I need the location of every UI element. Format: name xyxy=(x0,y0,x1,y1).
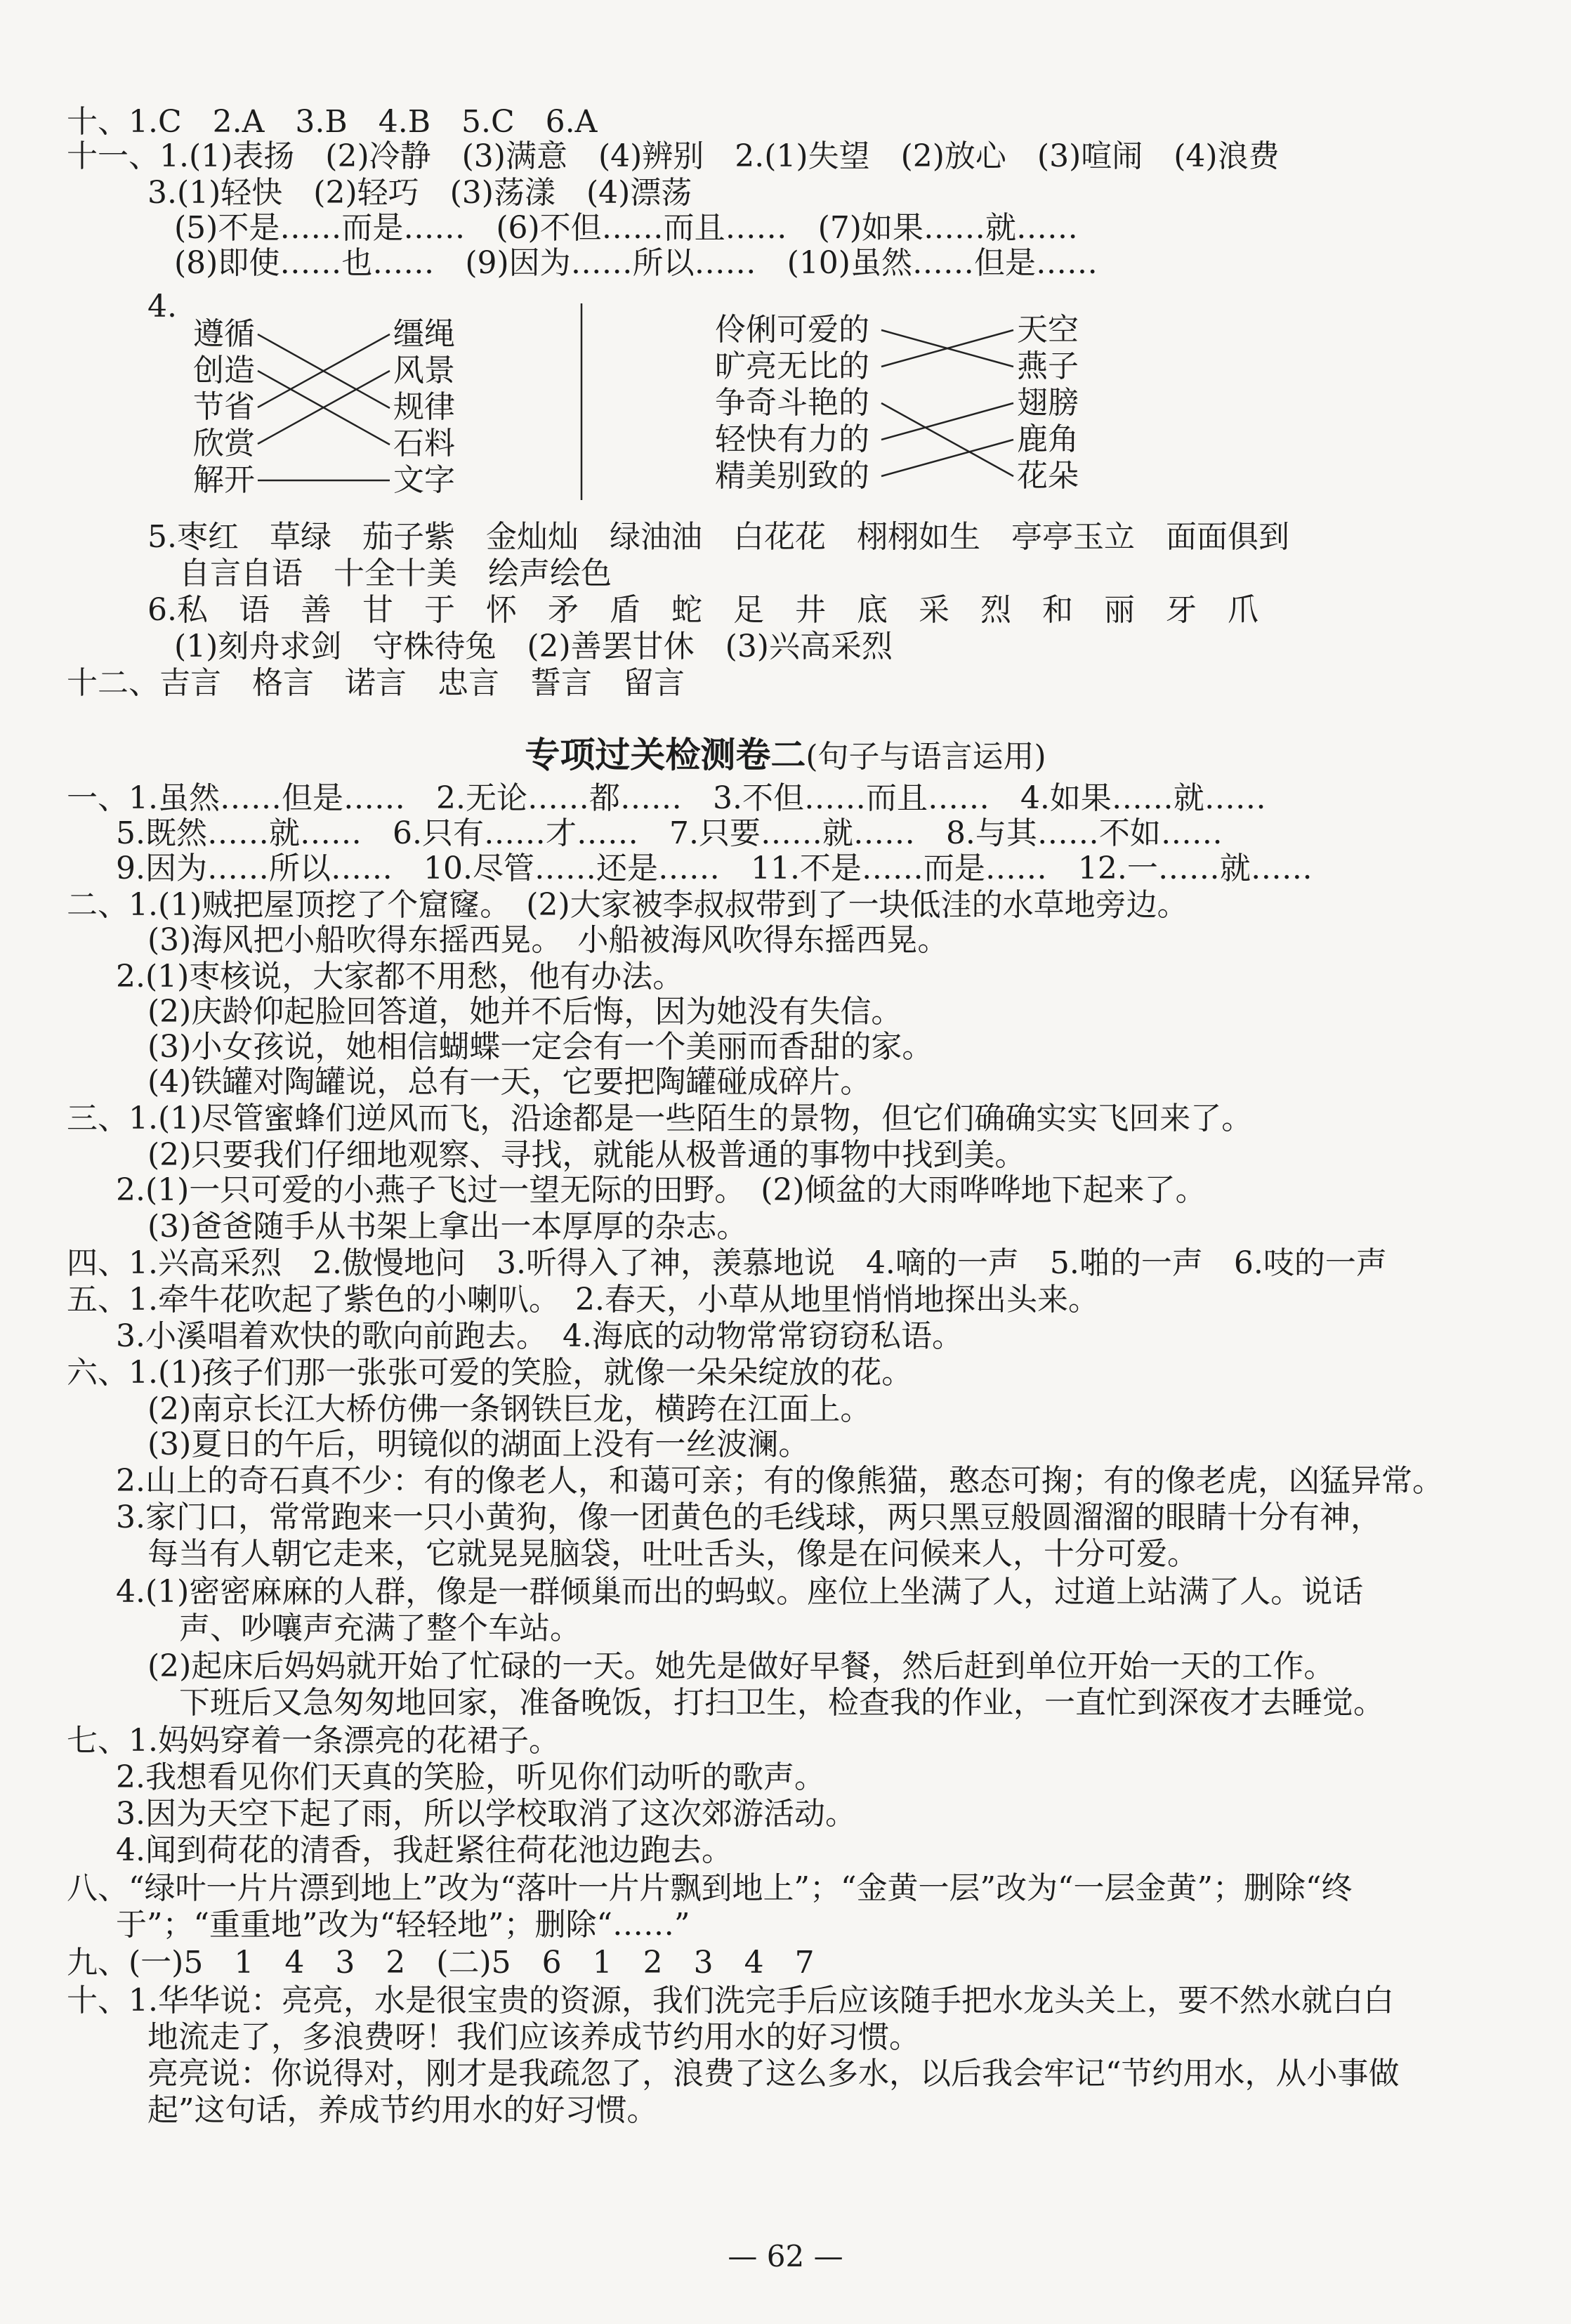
match-right-b: 天空 xyxy=(1017,312,1079,348)
answer-line: 十、1.华华说：亮亮，水是很宝贵的资源，我们洗完手后应该随手把水龙头关上，要不然水就白白 xyxy=(67,1983,1394,2018)
match-left-a: 解开 xyxy=(193,462,255,498)
answer-line: 六、1.(1)孩子们那一张张可爱的笑脸，就像一朵朵绽放的花。 xyxy=(67,1355,913,1391)
match-left-a: 节省 xyxy=(193,389,255,425)
answer-line: 3.家门口，常常跑来一只小黄狗，像一团黄色的毛线球，两只黑豆般圆溜溜的眼睛十分有神， xyxy=(116,1499,1381,1535)
answer-line: 于”；“重重地”改为“轻轻地”；删除“……” xyxy=(116,1907,690,1943)
match-line xyxy=(881,440,1013,476)
section-title xyxy=(0,734,1571,778)
answer-line: 4. xyxy=(147,289,177,324)
match-left-b: 伶俐可爱的 xyxy=(715,312,869,348)
answer-line: 四、1.兴高采烈 2.傲慢地问 3.听得入了神，羡慕地说 4.嘀的一声 5.啪的一声 6.吱的一声 xyxy=(67,1245,1387,1281)
match-right-b: 燕子 xyxy=(1017,348,1079,384)
answer-line: (2)庆龄仰起脸回答道，她并不后悔，因为她没有失信。 xyxy=(147,994,902,1030)
answer-line: (2)只要我们仔细地观察、寻找，就能从极普通的事物中找到美。 xyxy=(147,1137,1026,1173)
answer-line: 6.私 语 善 甘 于 怀 矛 盾 蛇 足 井 底 采 烈 和 丽 牙 爪 xyxy=(147,592,1258,628)
answer-line: 4.(1)密密麻麻的人群，像是一群倾巢而出的蚂蚁。座位上坐满了人，过道上站满了人。说话 xyxy=(116,1574,1364,1610)
answer-line: (3)海风把小船吹得东摇西晃。 小船被海风吹得东摇西晃。 xyxy=(147,922,949,958)
answer-line: 声、吵嚷声充满了整个车站。 xyxy=(179,1610,581,1646)
match-left-a: 欣赏 xyxy=(193,426,255,461)
answer-line: 十、1.C 2.A 3.B 4.B 5.C 6.A xyxy=(67,104,598,140)
match-left-a: 遵循 xyxy=(193,316,255,352)
match-right-a: 缰绳 xyxy=(393,316,455,352)
answer-line: 下班后又急匆匆地回家，准备晚饭，打扫卫生，检查我的作业，一直忙到深夜才去睡觉。 xyxy=(179,1685,1384,1721)
match-left-b: 旷亮无比的 xyxy=(715,348,869,384)
match-left-b: 精美别致的 xyxy=(715,458,869,494)
answer-line: 2.(1)枣核说，大家都不用愁，他有办法。 xyxy=(116,959,684,994)
answer-line: (3)夏日的午后，明镜似的湖面上没有一丝波澜。 xyxy=(147,1426,810,1462)
match-line xyxy=(881,403,1013,440)
answer-line: (3)爸爸随手从书架上拿出一本厚厚的杂志。 xyxy=(147,1209,748,1245)
answer-line: 9.因为……所以…… 10.尽管……还是…… 11.不是……而是…… 12.一……就…… xyxy=(116,851,1313,886)
page-number: — 62 — xyxy=(728,2239,843,2273)
answer-line: 起”这句话，养成节约用水的好习惯。 xyxy=(147,2092,658,2128)
answer-line: 5.既然……就…… 6.只有……才…… 7.只要……就…… 8.与其……不如…… xyxy=(116,815,1223,851)
answer-line: (1)刻舟求剑 守株待兔 (2)善罢甘休 (3)兴高采烈 xyxy=(174,629,893,664)
answer-line: (5)不是……而是…… (6)不但……而且…… (7)如果……就…… xyxy=(174,210,1078,246)
answer-line: 3.因为天空下起了雨，所以学校取消了这次郊游活动。 xyxy=(116,1796,856,1832)
answer-line: 每当有人朝它走来，它就晃晃脑袋，吐吐舌头，像是在问候来人，十分可爱。 xyxy=(147,1536,1198,1572)
section-title-main: 专项过关检测卷二 xyxy=(525,735,806,775)
answer-line: (2)南京长江大桥仿佛一条钢铁巨龙，横跨在江面上。 xyxy=(147,1391,872,1427)
answer-line: 2.山上的奇石真不少：有的像老人，和蔼可亲；有的像熊猫，憨态可掬；有的像老虎，凶猛异常。 xyxy=(116,1463,1443,1499)
match-left-b: 轻快有力的 xyxy=(715,421,869,457)
match-left-a: 创造 xyxy=(193,353,255,388)
answer-line: 十二、吉言 格言 诺言 忠言 誓言 留言 xyxy=(67,665,685,701)
answer-line: 亮亮说：你说得对，刚才是我疏忽了，浪费了这么多水，以后我会牢记“节约用水，从小事做 xyxy=(147,2056,1400,2092)
answer-line: 七、1.妈妈穿着一条漂亮的花裙子。 xyxy=(67,1723,560,1759)
match-line xyxy=(881,403,1013,476)
answer-line: 地流走了，多浪费呀！我们应该养成节约用水的好习惯。 xyxy=(147,2019,920,2055)
answer-line: 2.我想看见你们天真的笑脸，听见你们动听的歌声。 xyxy=(116,1759,825,1795)
match-right-a: 石料 xyxy=(393,426,455,461)
answer-line: 5.枣红 草绿 茄子紫 金灿灿 绿油油 白花花 栩栩如生 亭亭玉立 面面俱到 xyxy=(147,519,1289,555)
answer-line: 八、“绿叶一片片漂到地上”改为“落叶一片片飘到地上”；“金黄一层”改为“一层金黄”；删除“终 xyxy=(67,1870,1353,1906)
answer-line: (2)起床后妈妈就开始了忙碌的一天。她先是做好早餐，然后赶到单位开始一天的工作。 xyxy=(147,1648,1335,1684)
match-right-b: 花朵 xyxy=(1017,458,1079,494)
answer-line: (3)小女孩说，她相信蝴蝶一定会有一个美丽而香甜的家。 xyxy=(147,1029,933,1065)
answer-line: 十一、1.(1)表扬 (2)冷静 (3)满意 (4)辨别 2.(1)失望 (2)放心 (3)喧闹 (4)浪费 xyxy=(67,138,1280,174)
answer-line: 三、1.(1)尽管蜜蜂们逆风而飞，沿途都是一些陌生的景物，但它们确确实实飞回来了。 xyxy=(67,1101,1253,1136)
answer-line: 自言自语 十全十美 绘声绘色 xyxy=(179,556,612,591)
answer-line: 一、1.虽然……但是…… 2.无论……都…… 3.不但……而且…… 4.如果……就…… xyxy=(67,780,1266,816)
match-right-b: 鹿角 xyxy=(1017,421,1079,457)
answer-line: 二、1.(1)贼把屋顶挖了个窟窿。 (2)大家被李叔叔带到了一块低洼的水草地旁边。 xyxy=(67,887,1188,923)
answer-line: 3.(1)轻快 (2)轻巧 (3)荡漾 (4)漂荡 xyxy=(147,175,692,211)
match-left-b: 争奇斗艳的 xyxy=(715,385,869,421)
match-right-a: 风景 xyxy=(393,353,455,388)
answer-line: 九、(一)5 1 4 3 2 (二)5 6 1 2 3 4 7 xyxy=(67,1945,815,1981)
answer-line: 3.小溪唱着欢快的歌向前跑去。 4.海底的动物常常窃窃私语。 xyxy=(116,1318,963,1354)
match-right-a: 规律 xyxy=(393,389,455,425)
section-subtitle: (句子与语言运用) xyxy=(806,739,1046,775)
answer-line: (4)铁罐对陶罐说，总有一天，它要把陶罐碰成碎片。 xyxy=(147,1064,872,1100)
answer-line: 2.(1)一只可爱的小燕子飞过一望无际的田野。 (2)倾盆的大雨哗哗地下起来了。 xyxy=(116,1172,1207,1208)
answer-line: 4.闻到荷花的清香，我赶紧往荷花池边跑去。 xyxy=(116,1832,732,1868)
match-right-a: 文字 xyxy=(393,462,455,498)
answer-line: (8)即使……也…… (9)因为……所以…… (10)虽然……但是…… xyxy=(174,245,1098,281)
answer-line: 五、1.牵牛花吹起了紫色的小喇叭。 2.春天，小草从地里悄悄地探出头来。 xyxy=(67,1282,1099,1318)
match-right-b: 翅膀 xyxy=(1017,385,1079,421)
